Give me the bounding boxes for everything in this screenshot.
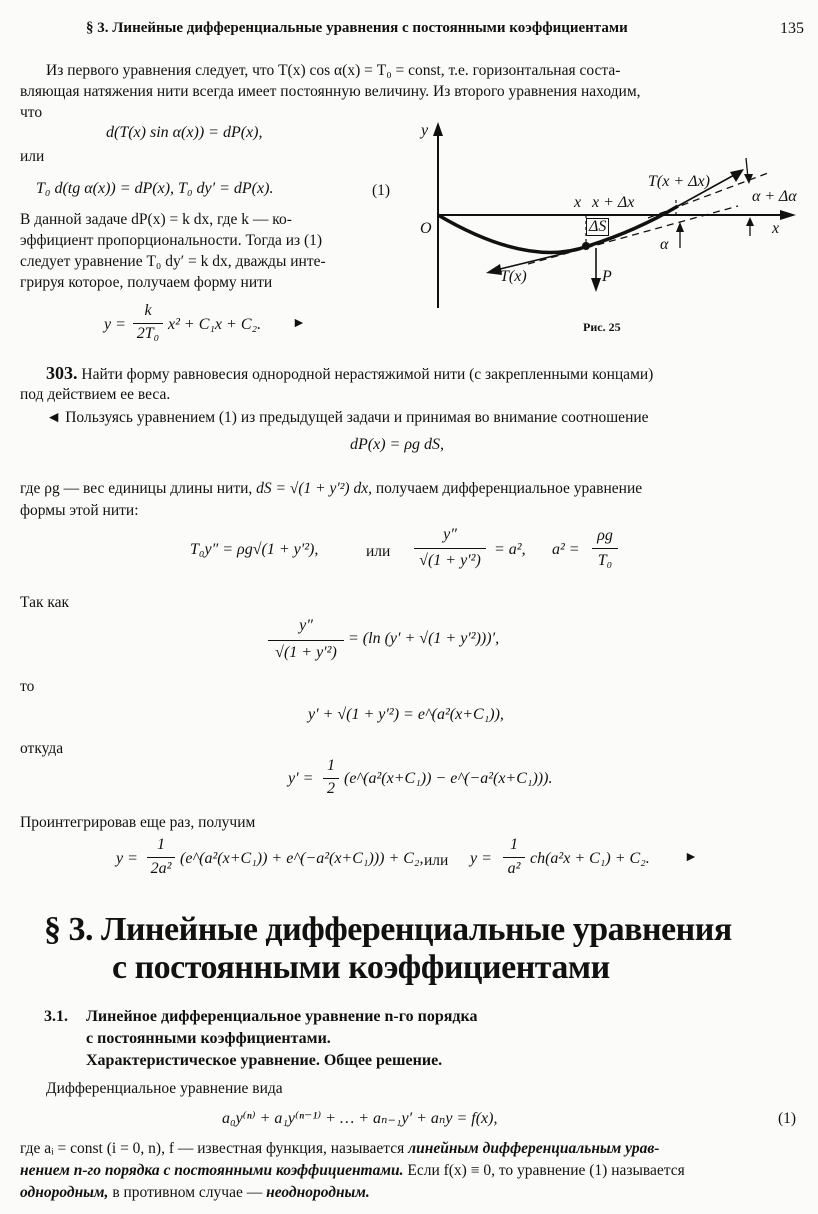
intro-or: или [20,148,45,165]
linear-ode-equation: a₀y⁽ⁿ⁾ + a₁y⁽ⁿ⁻¹⁾ + … + aₙ₋₁y′ + aₙy = f(x), [222,1110,498,1127]
eq-e-bar [147,857,175,858]
text-then: то [20,678,35,695]
def3-otherwise: в противном случае — [112,1184,263,1201]
lead-sentence: Дифференциальное уравнение вида [46,1080,283,1097]
alpha-da-arrowhead-lower [746,217,754,226]
fig-label-t-of-x-plus-dx: T(x + Δx) [648,173,710,190]
def3-homogeneous: однородным, [20,1184,109,1201]
problem-303-line-4 [20,478,642,500]
eq-a-frac-num: y″ [443,526,457,543]
thread-curve [438,206,678,252]
section-title-line-2: с постоянными коэффициентами [112,949,610,986]
eq3-fraction-bar [133,323,163,324]
def2-term: нением n-го порядка с постоянными коэффициентами. [20,1162,404,1179]
eq-a-ratio-num: ρg [597,527,613,544]
weight-p-arrowhead [591,278,601,292]
text-since: Так как [20,594,70,611]
end-of-solution-mark-2: ► [684,850,698,865]
problem-303-line-3: ◄ Пользуясь уравнением (1) из предыдущей задачи и принимая во внимание соотношение [46,409,649,426]
para-line-4: грируя которое, получаем форму нити [20,274,273,291]
eq3-rhs: x² + C₁x + C₂. [168,316,262,333]
eq-c: y′ + √(1 + y′²) = e^(a²(x+C₁)), [308,706,504,723]
intro-line-2: вляющая натяжения нити всегда имеет постоянную величину. Из второго уравнения находим, [20,83,641,100]
subsection-title-line-2: с постоянными коэффициентами. [86,1030,331,1047]
curve-point [582,242,590,250]
eq-d-lhs: y′ = [288,770,314,787]
eq-e-lhs: y = [116,850,138,867]
x-axis-arrow [780,210,796,220]
problem-303-line-2: под действием ее веса. [20,386,171,403]
eq-e2-rhs: ch(a²x + C₁) + C₂. [530,850,650,867]
y-axis-arrow [433,122,443,136]
text-whence: откуда [20,740,64,757]
linear-ode-equation-number: (1) [778,1110,797,1127]
eq-a-a2: a² = [552,541,580,558]
definition-line-3 [20,1182,370,1204]
line4-part-a: где ρg — вес единицы длины нити, [20,480,253,497]
intro-line-1: Из первого уравнения следует, что T(x) cos α(x) = T₀ = const, т.е. горизонтальная соста- [46,62,621,79]
subsection-title-line-1: Линейное дифференциальное уравнение n-го порядка [86,1008,478,1025]
equation-d-tsin: d(T(x) sin α(x)) = dP(x), [106,124,263,141]
equation-dp-rho-g-ds: dP(x) = ρg dS, [350,436,445,453]
para-line-2: эффициент пропорциональности. Тогда из (1) [20,232,323,249]
fig-label-p: P [602,268,612,285]
fig-label-x-axis: x [772,220,780,237]
def3-inhomogeneous: неоднородным. [266,1184,370,1201]
line4-part-c: получаем дифференциальное уравнение [375,480,643,497]
eq-b-den: √(1 + y′²) [275,644,337,661]
fig-label-x-plus-dx: x + Δx [592,194,635,211]
eq3-numerator: k [144,302,152,319]
eq-d-rhs: (e^(a²(x+C₁)) − e^(−a²(x+C₁))). [344,770,553,787]
eq-a-or: или [366,543,391,560]
equation-t0-dtg: T₀ d(tg α(x)) = dP(x), T₀ dy′ = dP(x). [36,180,274,197]
eq-d-den: 2 [327,780,335,797]
problem-303-line-1 [46,362,653,386]
equation-number-1: (1) [372,182,391,199]
section-title-line-1: § 3. Линейные дифференциальные уравнения [44,911,732,948]
fig-label-y: y [421,122,429,139]
fig-label-origin: O [420,220,432,237]
subsection-title-line-3: Характеристическое уравнение. Общее решение. [86,1052,443,1069]
definition-line-1 [20,1138,659,1160]
eq-e2-lhs: y = [470,850,492,867]
problem-number: 303. [46,363,78,383]
end-of-solution-mark: ► [292,316,306,331]
eq-b-num: y″ [299,617,313,634]
fig-label-delta-s: ΔS [586,218,609,236]
fig-label-x: x [574,194,582,211]
definition-line-2 [20,1160,685,1182]
eq-e-den: 2a² [150,860,172,877]
para-line-1: В данной задаче dP(x) = k dx, где k — ко- [20,211,292,228]
eq-e-or: или [424,852,449,869]
eq-d-num: 1 [327,757,335,774]
eq3-denominator: 2T₀ [136,325,160,342]
eq-e-num: 1 [157,836,165,853]
eq3-lhs: y = [104,316,126,333]
eq-e2-num: 1 [510,836,518,853]
def1-part-a: где aᵢ = const (i = 0, n), f — известная функция, называется [20,1140,405,1157]
eq-e2-bar [503,857,525,858]
alpha-arrowhead [676,222,684,232]
def2-part-b: Если f(x) ≡ 0, то уравнение (1) называется [407,1162,685,1179]
eq-a-lhs: T₀y″ = ρg√(1 + y′²), [190,541,319,558]
page-number: 135 [780,20,804,37]
intro-line-3: что [20,104,43,121]
fig-label-alpha: α [660,236,669,253]
eq-a-ratio-den: T₀ [597,552,613,569]
fig-label-t-of-x: T(x) [500,268,527,285]
text-integrating: Проинтегрировав еще раз, получим [20,814,256,831]
eq-a-mid: = a², [494,541,526,558]
eq-a-ratio-bar [592,548,618,549]
running-header: § 3. Линейные дифференциальные уравнения с постоянными коэффициентами [86,20,628,36]
def1-term: линейным дифференциальным урав- [408,1140,660,1157]
eq-a-frac-den: √(1 + y′²) [419,552,481,569]
subsection-number: 3.1. [44,1008,68,1025]
eq-d-bar [323,778,339,779]
problem-303-line-5: формы этой нити: [20,502,139,519]
eq-b-rhs: = (ln (y′ + √(1 + y′²)))′, [348,630,500,647]
para-line-3: следует уравнение T₀ dy′ = k dx, дважды инте- [20,253,326,270]
line4-ds-formula: dS = √(1 + y′²) dx, [256,480,372,497]
fig-label-alpha-plus-dalpha: α + Δα [752,188,797,205]
problem-303-text-1: Найти форму равновесия однородной нерастяжимой нити (с закрепленными концами) [81,366,654,383]
eq-e-rhs: (e^(a²(x+C₁)) + e^(−a²(x+C₁))) + C₂, [180,850,424,867]
eq-e2-den: a² [507,860,521,877]
figure-caption: Рис. 25 [583,320,621,334]
eq-a-frac-bar [414,548,486,549]
eq-b-bar [268,640,344,641]
